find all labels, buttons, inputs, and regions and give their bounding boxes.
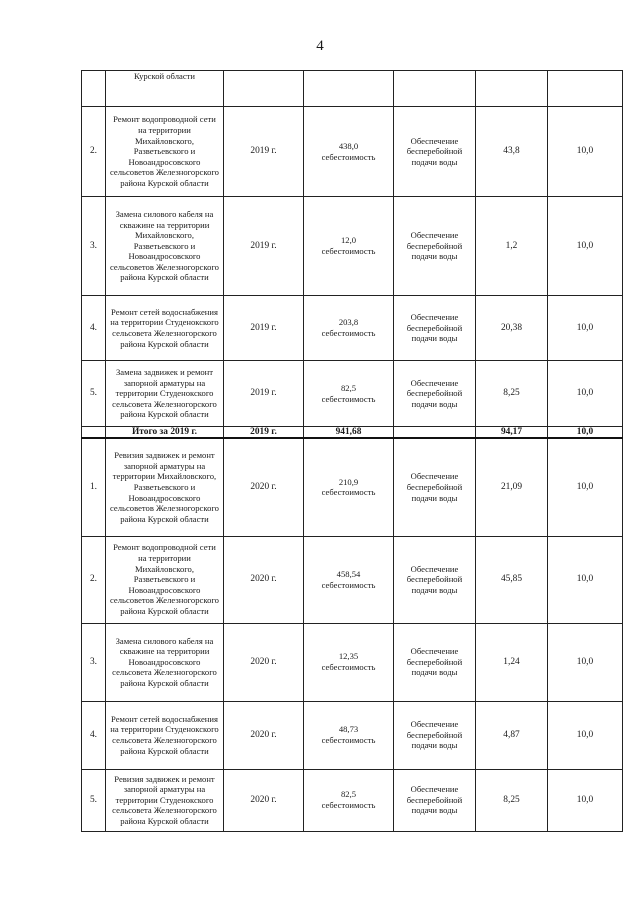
table-row [82, 701, 623, 769]
row-name: Замена силового кабеля на скважине на территории Михайловского, Разветьевского и Новоандросовского сельсоветов Железногорского района Курской области [106, 197, 224, 296]
row-number: 4. [82, 701, 106, 769]
row-year: 2020 г. [224, 769, 304, 831]
row-percent: 10,0 [548, 623, 623, 701]
cost-basis: себестоимость [321, 800, 376, 810]
row-purpose: Обеспечение бесперебойной подачи воды [394, 296, 476, 361]
investment-table [81, 70, 623, 832]
row-number: 2. [82, 536, 106, 623]
empty-cell [82, 427, 106, 439]
row-cost [304, 536, 394, 623]
row-amount: 45,85 [476, 536, 548, 623]
page-number: 4 [316, 38, 324, 54]
row-amount: 4,87 [476, 701, 548, 769]
cost-value: 210,9 [338, 476, 359, 487]
empty-cell [476, 71, 548, 107]
table-row [82, 107, 623, 197]
row-percent: 10,0 [548, 769, 623, 831]
cost-basis: себестоимость [321, 151, 376, 162]
row-percent: 10,0 [548, 361, 623, 427]
row-cost [304, 361, 394, 427]
empty-cell [394, 427, 476, 439]
cost-value: 82,5 [340, 789, 357, 800]
row-cost [304, 107, 394, 197]
empty-cell [548, 71, 623, 107]
row-percent: 10,0 [548, 438, 623, 536]
row-number: 1. [82, 438, 106, 536]
row-purpose: Обеспечение бесперебойной подачи воды [394, 701, 476, 769]
cost-basis: себестоимость [321, 328, 376, 338]
row-percent: 10,0 [548, 107, 623, 197]
cost-value: 12,35 [338, 651, 359, 662]
row-purpose: Обеспечение бесперебойной подачи воды [394, 623, 476, 701]
table-row [82, 361, 623, 427]
row-amount: 21,09 [476, 438, 548, 536]
cost-value: 203,8 [338, 317, 359, 328]
row-name: Замена силового кабеля на скважине на территории Новоандросовского сельсовета Железногорского района Курской области [106, 623, 224, 701]
empty-cell [224, 71, 304, 107]
row-year: 2019 г. [224, 107, 304, 197]
row-cost [304, 769, 394, 831]
row-number: 5. [82, 769, 106, 831]
row-amount: 8,25 [476, 361, 548, 427]
row-purpose: Обеспечение бесперебойной подачи воды [394, 107, 476, 197]
cost-basis: себестоимость [321, 487, 376, 498]
row-number: 3. [82, 623, 106, 701]
row-amount: 8,25 [476, 769, 548, 831]
table-row [82, 296, 623, 361]
row-purpose: Обеспечение бесперебойной подачи воды [394, 769, 476, 831]
row-cost [304, 623, 394, 701]
table-row [82, 438, 623, 536]
row-name: Ревизия задвижек и ремонт запорной арматуры на территории Михайловского, Разветьевского и Новоандросовского сельсоветов Железногорского района Курской области [106, 438, 224, 536]
row-cost [304, 296, 394, 361]
row-name: Ремонт сетей водоснабжения на территории Студенокского сельсовета Железногорского района Курской области [106, 296, 224, 361]
total-year: 2019 г. [224, 427, 304, 439]
row-year: 2020 г. [224, 536, 304, 623]
empty-cell [394, 71, 476, 107]
row-year: 2020 г. [224, 438, 304, 536]
cost-basis: себестоимость [321, 246, 376, 256]
row-number: 4. [82, 296, 106, 361]
cost-value: 82,5 [340, 382, 357, 393]
row-amount: 1,24 [476, 623, 548, 701]
row-purpose: Обеспечение бесперебойной подачи воды [394, 536, 476, 623]
row-name: Ревизия задвижек и ремонт запорной арматуры на территории Студенокского сельсовета Железногорского района Курской области [106, 769, 224, 831]
row-percent: 10,0 [548, 701, 623, 769]
cost-basis: себестоимость [321, 735, 376, 745]
row-amount: 20,38 [476, 296, 548, 361]
cost-value: 438,0 [338, 140, 359, 151]
row-year: 2020 г. [224, 701, 304, 769]
cost-value: 48,73 [338, 724, 359, 735]
row-percent: 10,0 [548, 296, 623, 361]
row-year: 2019 г. [224, 197, 304, 296]
row-cost [304, 438, 394, 536]
row-year: 2019 г. [224, 296, 304, 361]
row-percent: 10,0 [548, 536, 623, 623]
row-cost [304, 701, 394, 769]
row-name: Ремонт водопроводной сети на территории Михайловского, Разветьевского и Новоандросовского сельсоветов Железногорского района Курской области [106, 107, 224, 197]
row-purpose: Обеспечение бесперебойной подачи воды [394, 438, 476, 536]
total-row-2019 [82, 427, 623, 439]
row-percent: 10,0 [548, 197, 623, 296]
table-body [82, 71, 623, 832]
row-name: Курской области [106, 71, 224, 107]
row-number [82, 71, 106, 107]
cost-basis: себестоимость [321, 662, 376, 672]
row-name: Ремонт водопроводной сети на территории Михайловского, Разветьевского и Новоандросовского сельсоветов Железногорского района Курской области [106, 536, 224, 623]
row-name: Ремонт сетей водоснабжения на территории Студенокского сельсовета Железногорского района Курской области [106, 701, 224, 769]
row-number: 3. [82, 197, 106, 296]
row-year: 2020 г. [224, 623, 304, 701]
row-amount: 43,8 [476, 107, 548, 197]
total-amount: 94,17 [476, 427, 548, 439]
row-purpose: Обеспечение бесперебойной подачи воды [394, 197, 476, 296]
row-number: 2. [82, 107, 106, 197]
table-row [82, 769, 623, 831]
cost-value: 12,0 [340, 235, 357, 246]
row-number: 5. [82, 361, 106, 427]
cost-value: 458,54 [336, 568, 361, 579]
row-year: 2019 г. [224, 361, 304, 427]
total-cost: 941,68 [304, 427, 394, 439]
row-amount: 1,2 [476, 197, 548, 296]
row-purpose: Обеспечение бесперебойной подачи воды [394, 361, 476, 427]
continuation-row [82, 71, 623, 107]
row-name: Замена задвижек и ремонт запорной арматуры на территории Студенокского сельсовета Железногорского района Курской области [106, 361, 224, 427]
table-row [82, 623, 623, 701]
total-label: Итого за 2019 г. [106, 427, 224, 439]
cost-basis: себестоимость [321, 393, 376, 404]
row-cost [304, 197, 394, 296]
table-row [82, 536, 623, 623]
empty-cell [304, 71, 394, 107]
cost-basis: себестоимость [321, 579, 376, 590]
total-percent: 10,0 [548, 427, 623, 439]
table-row [82, 197, 623, 296]
